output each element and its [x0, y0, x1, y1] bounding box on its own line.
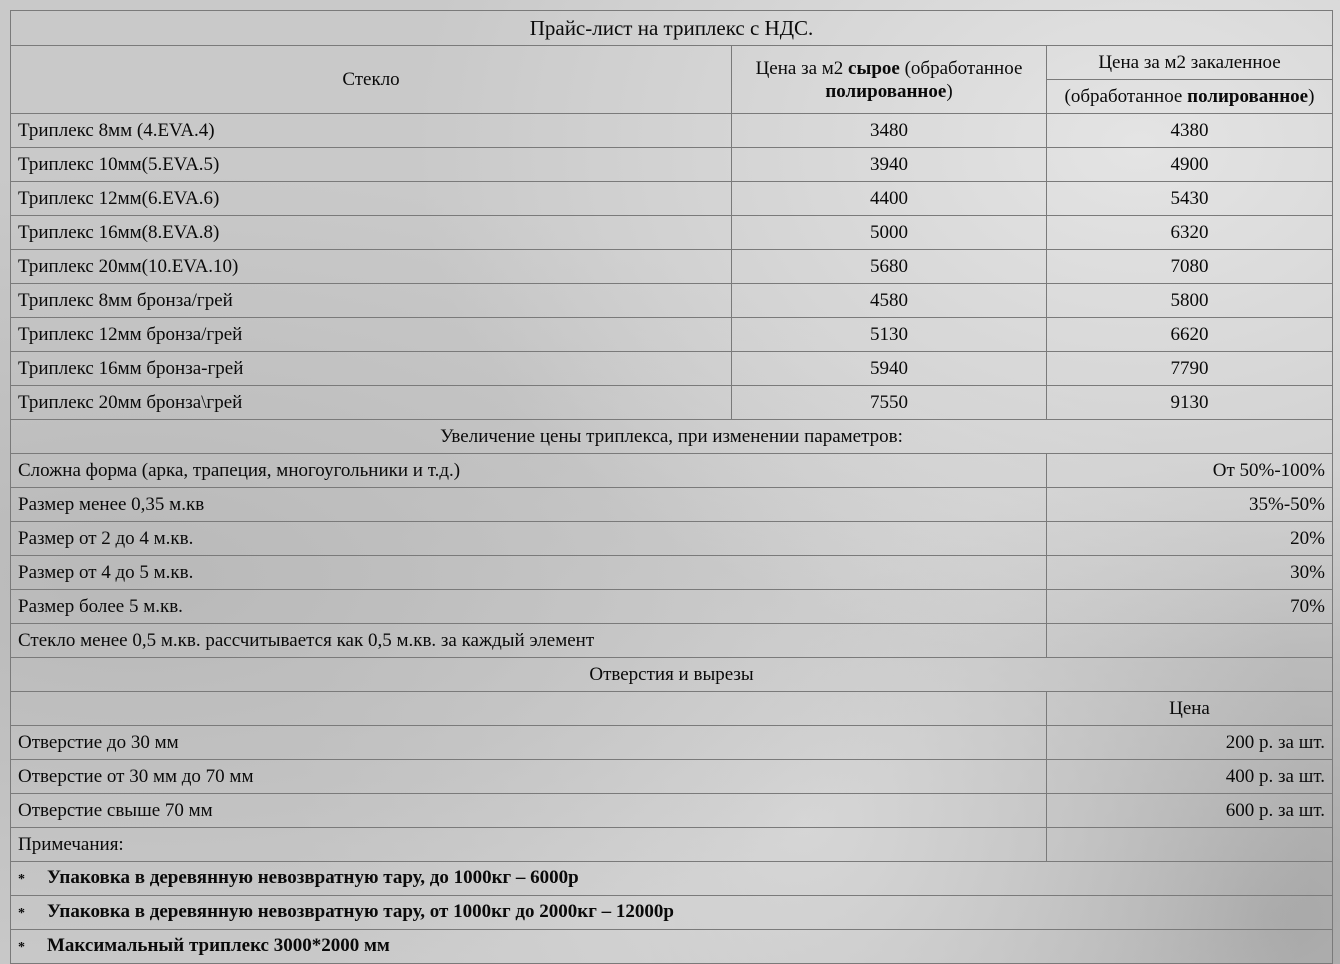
glass-name: Триплекс 10мм(5.EVA.5): [11, 148, 732, 182]
raw-price: 5940: [732, 352, 1047, 386]
header-text: (обработанное: [899, 57, 1023, 79]
glass-name: Триплекс 20мм(10.EVA.10): [11, 250, 732, 284]
tempered-price: 6320: [1047, 216, 1333, 250]
header-glass: Стекло: [11, 46, 732, 114]
table-row: [11, 216, 1333, 250]
tempered-price: 6620: [1047, 318, 1333, 352]
table-row: [11, 148, 1333, 182]
param-value: [1047, 624, 1333, 658]
glass-name: Триплекс 16мм(8.EVA.8): [11, 216, 732, 250]
param-label: Размер более 5 м.кв.: [11, 590, 1047, 624]
param-label: Сложна форма (арка, трапеция, многоугольники и т.д.): [11, 454, 1047, 488]
price-table: [10, 10, 1333, 964]
header-text: ): [1308, 85, 1315, 107]
note-row: [11, 930, 1333, 964]
raw-price: 5130: [732, 318, 1047, 352]
glass-name: Триплекс 12мм(6.EVA.6): [11, 182, 732, 216]
notes-label: Примечания:: [11, 828, 1047, 862]
note-text: Упаковка в деревянную невозвратную тару, от 1000кг до 2000кг – 12000р: [47, 900, 674, 922]
header-text: Цена за м2: [755, 57, 849, 79]
header-bold: полированное: [1187, 85, 1309, 107]
bullet-icon: *: [18, 939, 25, 955]
header-tempered-sub: [1047, 80, 1333, 114]
hole-price: 200 р. за шт.: [1047, 726, 1333, 760]
param-value: 20%: [1047, 522, 1333, 556]
note-text: Максимальный триплекс 3000*2000 мм: [47, 934, 390, 956]
section-heading: [11, 658, 1333, 692]
header-bold: сырое: [848, 57, 900, 79]
param-value: 70%: [1047, 590, 1333, 624]
glass-name: Триплекс 20мм бронза\грей: [11, 386, 732, 420]
param-label: Размер менее 0,35 м.кв: [11, 488, 1047, 522]
note-item: [11, 930, 1333, 964]
tempered-price: 7080: [1047, 250, 1333, 284]
note-item: [11, 862, 1333, 896]
hole-label: Отверстие свыше 70 мм: [11, 794, 1047, 828]
price-header: Цена: [1047, 692, 1333, 726]
header-text: (обработанное: [1064, 85, 1188, 107]
note-row: [11, 862, 1333, 896]
header-text: ): [946, 80, 953, 102]
tempered-price: 4380: [1047, 114, 1333, 148]
hole-price: 400 р. за шт.: [1047, 760, 1333, 794]
param-label: Стекло менее 0,5 м.кв. рассчитывается как 0,5 м.кв. за каждый элемент: [11, 624, 1047, 658]
table-row: [11, 114, 1333, 148]
section-heading: [11, 420, 1333, 454]
tempered-price: 7790: [1047, 352, 1333, 386]
param-label: Размер от 4 до 5 м.кв.: [11, 556, 1047, 590]
bullet-icon: *: [18, 905, 25, 921]
table-row: [11, 828, 1333, 862]
table-row: [11, 692, 1333, 726]
table-row: [11, 760, 1333, 794]
param-label: Размер от 2 до 4 м.кв.: [11, 522, 1047, 556]
table-row: [11, 318, 1333, 352]
raw-price: 5000: [732, 216, 1047, 250]
raw-price: 5680: [732, 250, 1047, 284]
page-title: Прайс-лист на триплекс с НДС.: [11, 11, 1333, 46]
glass-name: Триплекс 8мм (4.EVA.4): [11, 114, 732, 148]
glass-name: Триплекс 12мм бронза/грей: [11, 318, 732, 352]
glass-name: Триплекс 16мм бронза-грей: [11, 352, 732, 386]
table-row: [11, 590, 1333, 624]
raw-price: 4400: [732, 182, 1047, 216]
header-raw-price: [732, 46, 1047, 114]
table-row: [11, 522, 1333, 556]
table-row: [11, 488, 1333, 522]
param-value: От 50%-100%: [1047, 454, 1333, 488]
table-row: [11, 182, 1333, 216]
raw-price: 7550: [732, 386, 1047, 420]
empty-cell: [1047, 828, 1333, 862]
raw-price: 3480: [732, 114, 1047, 148]
empty-cell: [11, 692, 1047, 726]
note-text: Упаковка в деревянную невозвратную тару, до 1000кг – 6000р: [47, 866, 579, 888]
table-row: [11, 386, 1333, 420]
table-row: [11, 454, 1333, 488]
tempered-price: 4900: [1047, 148, 1333, 182]
note-item: [11, 896, 1333, 930]
hole-price: 600 р. за шт.: [1047, 794, 1333, 828]
tempered-price: 9130: [1047, 386, 1333, 420]
raw-price: 4580: [732, 284, 1047, 318]
table-row: [11, 726, 1333, 760]
increase-heading: Увеличение цены триплекса, при изменении параметров:: [11, 420, 1333, 454]
table-row: [11, 794, 1333, 828]
tempered-price: 5430: [1047, 182, 1333, 216]
note-row: [11, 896, 1333, 930]
table-row: [11, 250, 1333, 284]
param-value: 35%-50%: [1047, 488, 1333, 522]
header-bold: полированное: [825, 80, 947, 102]
param-value: 30%: [1047, 556, 1333, 590]
raw-price: 3940: [732, 148, 1047, 182]
table-row: [11, 556, 1333, 590]
glass-name: Триплекс 8мм бронза/грей: [11, 284, 732, 318]
tempered-price: 5800: [1047, 284, 1333, 318]
hole-label: Отверстие от 30 мм до 70 мм: [11, 760, 1047, 794]
holes-heading: Отверстия и вырезы: [11, 658, 1333, 692]
header-tempered-price: Цена за м2 закаленное: [1047, 46, 1333, 80]
bullet-icon: *: [18, 871, 25, 887]
table-row: [11, 284, 1333, 318]
table-row: [11, 624, 1333, 658]
table-row: [11, 352, 1333, 386]
hole-label: Отверстие до 30 мм: [11, 726, 1047, 760]
